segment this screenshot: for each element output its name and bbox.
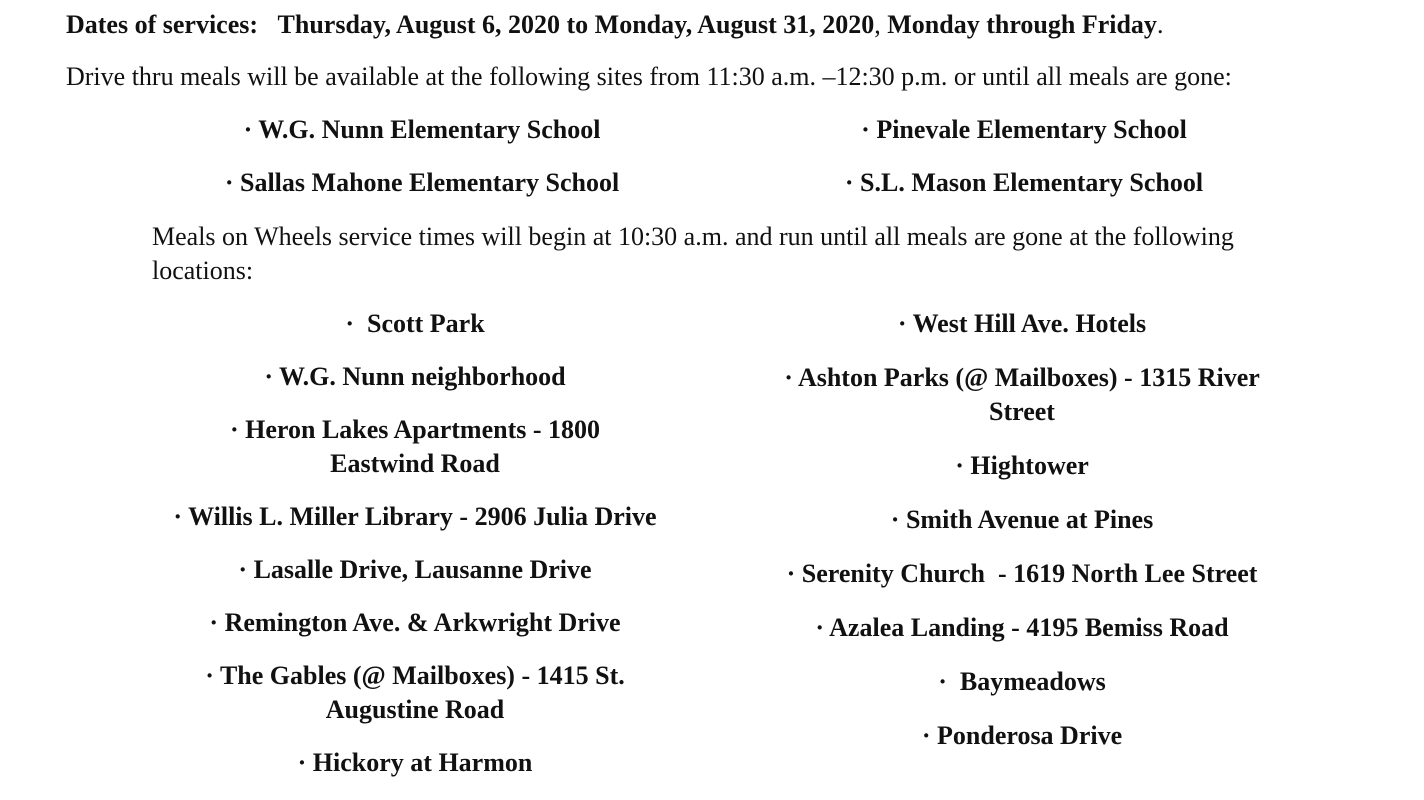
- dates-end: .: [1156, 10, 1164, 39]
- mow-location: · Hightower: [955, 451, 1089, 480]
- mow-location: · Serenity Church - 1619 North Lee Street: [786, 559, 1258, 588]
- dates-line: Dates of services: Thursday, August 6, 2020 to Monday, August 31, 2020, Monday through Friday.: [66, 10, 1164, 39]
- mow-location: · Smith Avenue at Pines: [890, 505, 1154, 534]
- mow-locations-right: [752, 307, 1292, 753]
- mow-location: · Willis L. Miller Library - 2906 Julia Drive: [173, 502, 657, 531]
- mow-location: · W.G. Nunn neighborhood: [264, 362, 566, 391]
- drive-thru-text: Drive thru meals will be available at the following sites from 11:30 a.m. –12:30 p.m. or until all meals are gone:: [66, 62, 1232, 91]
- drive-thru-sites-left: [210, 113, 634, 200]
- mow-location: · Ashton Parks (@ Mailboxes) - 1315 River Street: [784, 363, 1267, 426]
- mow-location: · Azalea Landing - 4195 Bemiss Road: [815, 613, 1229, 642]
- mow-location: · The Gables (@ Mailboxes) - 1415 St. Augustine Road: [205, 661, 630, 724]
- drive-thru-site: · Pinevale Elementary School: [861, 115, 1187, 144]
- drive-thru-site: · W.G. Nunn Elementary School: [243, 115, 601, 144]
- mow-location: · Ponderosa Drive: [921, 721, 1123, 750]
- mow-location: · West Hill Ave. Hotels: [897, 309, 1147, 338]
- mow-location: · Hickory at Harmon: [297, 748, 533, 777]
- mow-location: · Remington Ave. & Arkwright Drive: [209, 608, 621, 637]
- mow-location: · Scott Park: [345, 309, 485, 338]
- mow-locations-left: [152, 307, 678, 780]
- drive-thru-site: · S.L. Mason Elementary School: [844, 168, 1204, 197]
- drive-thru-site: · Sallas Mahone Elementary School: [224, 168, 620, 197]
- mow-location: · Baymeadows: [938, 667, 1106, 696]
- dates-label: Dates of services:: [66, 10, 259, 39]
- mow-location: · Heron Lakes Apartments - 1800 Eastwind Road: [229, 415, 607, 478]
- dates-days: Monday through Friday: [887, 10, 1157, 39]
- drive-thru-sites-right: [812, 113, 1236, 200]
- dates-range: Thursday, August 6, 2020 to Monday, August 31, 2020: [277, 10, 875, 39]
- mow-location: · Lasalle Drive, Lausanne Drive: [238, 555, 592, 584]
- meals-on-wheels-text: Meals on Wheels service times will begin at 10:30 a.m. and run until all meals are gone at the following locations:: [152, 222, 1234, 285]
